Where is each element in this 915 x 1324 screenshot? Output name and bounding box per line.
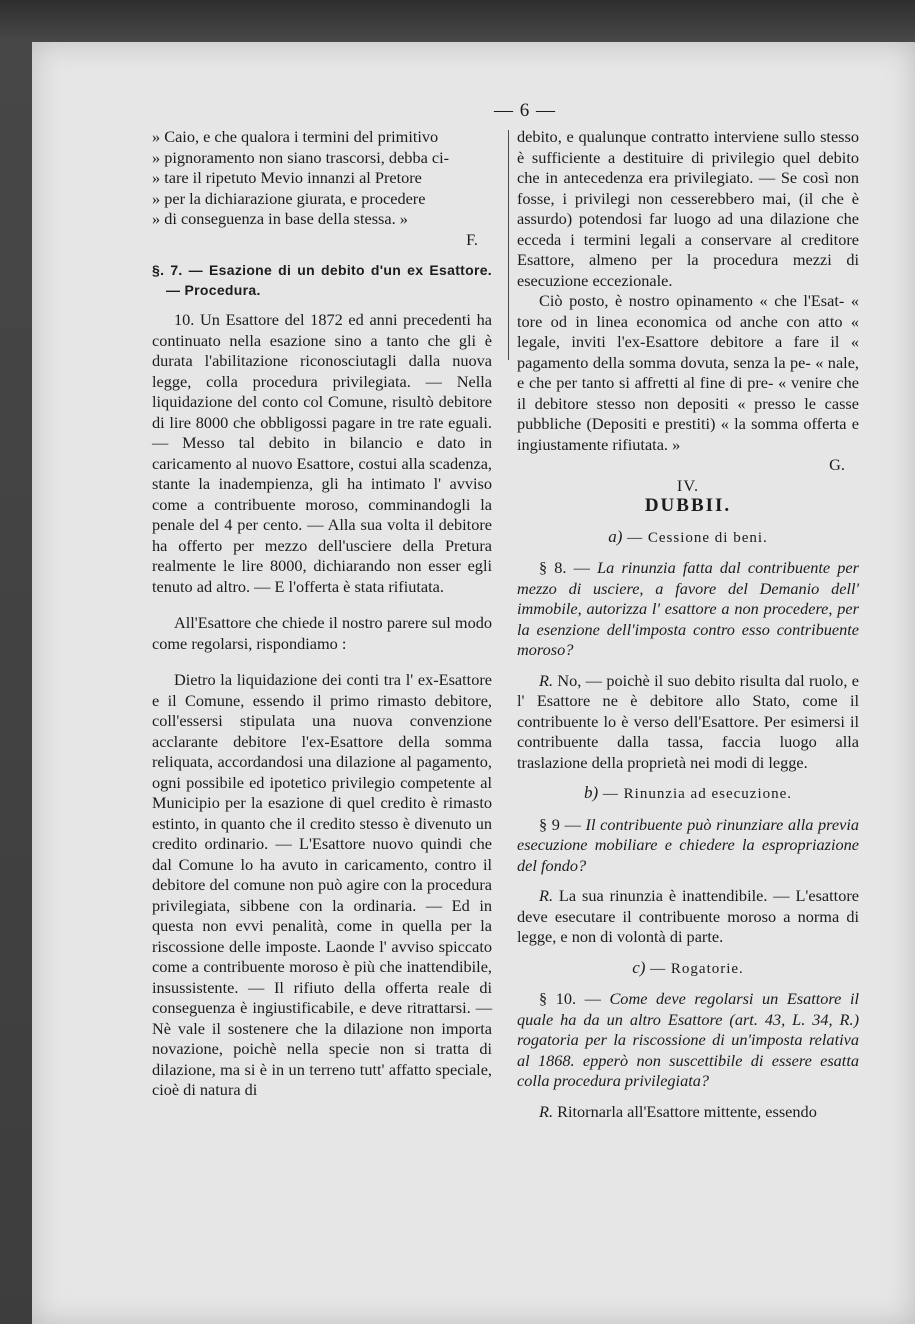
subsection-title: — Rogatorie. [650,960,744,977]
quote-line: » per la dichiarazione giurata, e procedere [152,188,426,208]
subsection-heading-c [517,958,859,980]
paragraph-answer: Dietro la liquidazione dei conti tra l' ex-Esattore e il Comune, essendo il primo rimasto debitore, coll'essersi stipulata una nuova convenzione acclarante debitore l'ex-Esattore della somma reliquata, accordandosi una dilazione al pagamento, ogni possibile ed ipotetico privilegio competente al Municipio per la esazione di quel credito è rimasto estinto, in quanto che il credito stesso è divenuto un credito ordinario. — L'Esattore nuovo quindi che dal Comune lo ha avuto in caricamento, contro il debitore del comune non può agire con la procedura privilegiata, sibbene con la ordinaria. — Ed in questa non evvi penalità, come in quella per la riscossione delle imposte. Laonde l' avviso spiccato come a contribuente moroso è più che inattendibile, insussistente. — Il rifiuto della offerta reale di conseguenza è ingiustificabile, e deve ritrattarsi. — Nè vale il sostenere che la dilazione non importa novazione, poichè nella specie non si tratta di dilazione, ma si è in un terreno tutt' affatto speciale, cioè di natura di [152,670,492,1099]
subsection-letter: b) [583,783,599,802]
column-divider [508,130,509,360]
chapter-number: IV. [676,475,700,495]
chapter-title: DUBBII. [644,495,732,516]
subsection-title: — Cessione di beni. [627,529,768,546]
page-number: — 6 — [494,100,556,121]
quote-line: » pignoramento non siano trascorsi, debba ci- [152,147,450,167]
section-heading: §. 7. — Esazione di un debito d'un ex Esattore. — Procedura. [152,262,492,298]
question-10 [517,989,859,1092]
answer-8 [517,671,859,774]
question-8 [517,558,859,661]
section-number: § 10. — [539,989,601,1008]
opinion-signature: G. [829,455,845,474]
section-number: § 8. — [539,558,590,577]
quote-line: » tare il ripetuto Mevio innanzi al Pretore [152,168,422,187]
paragraph-facts: 10. Un Esattore del 1872 ed anni precedenti ha continuato nella esazione sino a tanto che gli è durata l'abilitazione riconosciutagli dalla nuova legge, colla procedura privilegiata. — Nella liquidazione del conto col Comune, risultò debitore di lire 8000 che obbligossi pagare in tre rate eguali. — Messo tal debito in bilancio e dato in caricamento al nuovo Esattore, costui alla scadenza, stante la inadempienza, gli ha intimato l' avviso come a contribuente moroso, comminandogli la penale del 4 per cento. — Alla sua volta il debitore ha offerto per mezzo dell'usciere della Pretura realmente le lire 8000, dichiarando non esser egli tenuto ad altro. — E l'offerta è stata rifiutata. [152,310,492,596]
subsection-heading-b [517,783,859,805]
question-9 [517,815,859,877]
question-text: Il contribuente può rinunziare alla previa esecuzione mobiliare e chiedere la espropriazione del fondo? [517,814,859,875]
answer-9 [517,886,859,948]
document-page [32,42,915,1324]
quote-signature: F. [466,229,478,249]
answer-text: No, — poichè il suo debito risulta dal ruolo, e l' Esattore ne è debitore allo Stato, come il contribuente lo è verso dell'Esattore. Per esimersi il contribuente dalla tassa, faccia luogo alla traslazione della proprietà nei modi di legge. [517,670,859,772]
quote-line: » di conseguenza in base della stessa. » [152,209,408,228]
paragraph-opinion: Ciò posto, è nostro opinamento « che l'Esat- « tore od in linea economica od anche con atto « legale, inviti l'ex-Esattore debitore a fare il « pagamento della somma dovuta, senza la pe- « nale, e che per tanto si affretti al fine di pre- « venire che il debitore stesso non depositi « presso le casse pubbliche (Depositi e prestiti) « la somma offerta e ingiustamente rifiutata. » [517,291,859,454]
right-column [517,127,859,1122]
paragraph-continued: debito, e qualunque contratto interviene sullo stesso è sufficiente a destituire di privilegio quel debito che in antecedenza era privilegiato. — Se così non fosse, i privilegi non cesserebbero mai, (il che è assurdo) potendosi far luogo ad una dilazione che ecceda i termini legali a conservare al creditore Esattore, almeno per la procedura mezzi di esecuzione eccezionale. [517,127,859,290]
question-text: La rinunzia fatta dal contribuente per mezzo di usciere, a favore del Demanio dell' immobile, autorizza l' esattore a non procedere, per la esenzione dell'imposta contro esso contribuente moroso? [517,558,859,659]
subsection-heading-a [517,527,859,549]
answer-marker: R. [539,670,554,690]
answer-10 [517,1102,859,1123]
subsection-letter: c) [632,957,646,977]
quote-line: » Caio, e che qualora i termini del primitivo [152,127,439,146]
answer-marker: R. [539,1101,554,1121]
subsection-title: — Rinunzia ad esecuzione. [602,786,793,802]
section-number: § 9 — [539,814,581,834]
question-text: Come deve regolarsi un Esattore il quale ha da un altro Esattore (art. 43, L. 34, R.) rogatoria per la riscossione di un'imposta relativa al 1868. epperò non suscettibile di essere esatta colla procedura privilegiata? [517,989,859,1090]
subsection-letter: a) [608,526,623,546]
paragraph-question: All'Esattore che chiede il nostro parere sul modo come regolarsi, rispondiamo : [152,613,492,653]
left-column [152,127,492,1101]
answer-text: Ritornarla all'Esattore mittente, essendo [557,1101,817,1121]
answer-text: La sua rinunzia è inattendibile. — L'esattore deve esecutare il contribuente moroso a norma di legge, e non di volontà di parte. [517,886,859,946]
answer-marker: R. [539,886,554,905]
